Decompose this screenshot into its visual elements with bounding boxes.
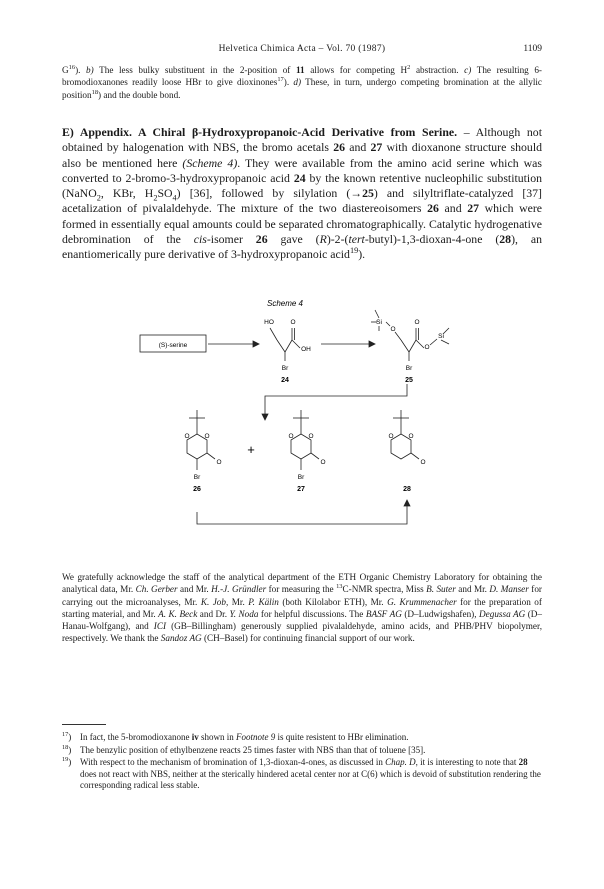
footnote-18	[62, 745, 542, 757]
atom-label: Br	[281, 365, 289, 372]
text-run: for the preparation of starting material, and Mr.	[62, 596, 542, 619]
text-run: Footnote 9	[236, 732, 276, 742]
structure-27	[291, 410, 319, 470]
text-run: (D–Ludwigshafen),	[401, 608, 480, 619]
compound-ref: 25	[362, 186, 374, 201]
text-run: and	[345, 140, 371, 155]
person-name: Ch. Gerber	[135, 584, 178, 595]
person-name: Y. Noda	[229, 608, 259, 619]
superscript: 16	[68, 63, 76, 71]
compound-ref: 26	[427, 201, 439, 216]
atom-label: Si	[376, 319, 382, 326]
person-name: B. Suter	[426, 584, 456, 595]
text-run: ) [36], followed by silylation (→	[176, 186, 363, 201]
text-run: G	[62, 65, 69, 75]
text-run: by the known retentive nucleophilic substitution (NaNO	[62, 170, 542, 201]
text-run: and	[438, 201, 468, 216]
structure-24	[270, 328, 300, 361]
superscript: 18	[91, 88, 99, 96]
person-name: A. K. Beck	[158, 608, 198, 619]
text-run: and Mr.	[455, 584, 490, 595]
atom-label: O	[290, 319, 296, 326]
text-run: gave (	[267, 232, 320, 247]
compound-label-24: 24	[281, 377, 289, 384]
scheme-4-diagram	[125, 298, 455, 538]
text-run: and Mr.	[177, 584, 212, 595]
running-header	[62, 44, 542, 58]
superscript: 2	[407, 63, 411, 71]
compound-ref: 28	[518, 757, 528, 768]
footnote-mark: $^{18}$)	[62, 743, 72, 755]
footnotes	[62, 732, 542, 793]
page-number: 1109	[523, 44, 542, 54]
person-name: D. Manser	[489, 584, 529, 595]
text-run: b)	[86, 65, 94, 75]
atom-label: O	[408, 433, 414, 440]
compound-label-28: 28	[403, 486, 411, 493]
text-run: d)	[293, 77, 302, 88]
text-run: ), an enantiomerically pure derivative of 3-hydroxypropanoic acid	[62, 232, 542, 262]
text-run: for measuring the	[266, 584, 337, 595]
text-run: , KBr, H	[100, 186, 154, 201]
structure-28	[391, 410, 419, 459]
company-name: ICI	[153, 621, 167, 632]
footnote-17	[62, 732, 542, 744]
arrowhead	[369, 341, 375, 347]
text-run: )-2-(	[326, 232, 349, 247]
text-run: and Dr.	[197, 608, 230, 619]
journal-title: Helvetica Chimica Acta – Vol. 70 (1987)	[218, 44, 386, 54]
text-run: With respect to the mechanism of bromination of 1,3-dioxan-4-ones, as discussed in	[80, 757, 386, 768]
compound-ref: 26	[255, 232, 268, 247]
footnote-number: 17	[62, 731, 69, 738]
text-run: , Mr.	[225, 596, 249, 607]
arrowhead	[262, 414, 268, 420]
footnote-number: 19	[62, 756, 69, 764]
compound-ref: 26	[333, 140, 346, 155]
text-run: c)	[464, 65, 472, 75]
footnote-mark: $^{19}$)	[62, 756, 72, 768]
atom-label: O	[216, 459, 222, 466]
text-run: cis	[193, 232, 207, 247]
scheme-title: Scheme 4	[266, 299, 304, 308]
text-run: ).	[75, 65, 87, 75]
text-run: ).	[358, 247, 366, 262]
text-run: ).	[283, 77, 294, 88]
atom-label: O	[414, 319, 420, 326]
arrow-25-to-products	[265, 384, 407, 414]
text-run: (CH–Basel) for continuing financial support of our work.	[201, 633, 415, 644]
subscript: 2	[96, 193, 101, 203]
text-run: C-NMR spectra, Miss	[342, 584, 427, 595]
section-heading: E) Appendix. A Chiral β-Hydroxypropanoic-Acid Derivative from Serine.	[62, 125, 458, 139]
text-run: is quite resistent to HBr elimination.	[275, 732, 409, 742]
atom-label: O	[320, 459, 326, 466]
text-run: We gratefully acknowledge the staff of the analytical department of the ETH Organic Chemistry Laboratory for obtaining the analytical data, Mr.	[62, 572, 542, 595]
text-run: The benzylic position of ethylbenzene reacts 25 times faster with NBS than that of toluene [35].	[80, 744, 426, 755]
text-run: (both Kilolabor ETH), Mr.	[278, 596, 388, 607]
atom-label: O	[388, 433, 394, 440]
arrow-26-to-28	[197, 506, 407, 524]
text-run: ) and silyltriflate-catalyzed [37] acetalization of pivalaldehyde. The mixture of the two diastereoisomers	[62, 186, 542, 216]
atom-label: O	[288, 433, 294, 440]
text-run: allows for competing H	[304, 65, 408, 75]
compound-ref: 24	[293, 170, 306, 185]
text-run: SO	[157, 186, 173, 201]
text-run: for helpful discussions. The	[258, 608, 366, 619]
superscript: 13	[336, 583, 343, 591]
text-run: – Although not obtained by halogenation with NBS, the bromo acetals	[62, 125, 542, 155]
footnote-rule	[62, 724, 106, 725]
atom-label: O	[420, 459, 426, 466]
atom-label: O	[424, 344, 430, 351]
person-name: K. Job	[200, 596, 226, 607]
text-run: The less bulky substituent in the 2-position of	[93, 65, 296, 75]
superscript: 19	[349, 246, 359, 256]
text-run: which were formed in essentially equal amounts could be separated chromatographically. Catalytic hydrogenative debromination of the	[62, 201, 543, 247]
serine-label: (S)-serine	[158, 342, 188, 349]
plus-sign: +	[247, 442, 255, 457]
footnote-number: 18	[62, 743, 69, 751]
appendix-paragraph	[62, 125, 542, 263]
text-run: -butyl)-1,3-dioxan-4-one (	[364, 232, 500, 247]
text-run: Chap. D	[385, 757, 416, 768]
footnote-mark: $^{17}$)	[62, 731, 72, 742]
atom-label: O	[204, 433, 210, 440]
atom-label: Si	[438, 333, 444, 340]
subscript: 2	[153, 193, 158, 203]
text-run: , it is interesting to note that	[415, 757, 519, 768]
superscript: 17	[277, 76, 284, 84]
footnote-19	[62, 757, 542, 792]
text-run: with dioxanone structure should also be mentioned here	[62, 140, 542, 170]
compound-ref: 28	[499, 232, 512, 247]
text-run: -isomer	[206, 232, 256, 247]
footnote-continuation	[62, 64, 542, 101]
text-run: does not react with NBS, neither at the sterically hindered acetal center nor at C(6) which is devoid of substitution rendering the corresponding radical less stable.	[80, 768, 541, 791]
text-run: In fact, the 5-bromodioxanone	[80, 732, 192, 742]
text-run: R	[319, 232, 327, 247]
compound-label-25: 25	[405, 377, 413, 384]
company-name: BASF AG	[365, 608, 402, 619]
scheme-reference: (Scheme 4)	[182, 155, 238, 170]
text-run: . They were available from the amino acid serine which was converted to 2-bromo-3-hydroxypropanoic acid	[62, 155, 542, 185]
compound-ref: 27	[370, 140, 383, 155]
atom-label: OH	[301, 346, 311, 353]
company-name: Degussa AG	[479, 608, 526, 619]
text-run: (D–Hanau-Wolfgang), and	[62, 608, 542, 632]
text-run: tert	[348, 232, 365, 247]
arrowhead	[253, 341, 259, 347]
compound-label-27: 27	[297, 486, 305, 493]
company-name: Sandoz AG	[160, 633, 202, 644]
compound-ref: 11	[295, 65, 305, 75]
atom-label: HO	[264, 319, 274, 326]
compound-ref: 27	[467, 201, 480, 216]
atom-label: O	[390, 326, 396, 333]
atom-label: Br	[405, 365, 413, 372]
text-run: The resulting 6-bromodioxanones readily loose HBr to give dioxinones	[62, 65, 542, 88]
person-name: H.-J. Gründler	[211, 584, 267, 595]
text-run: for carrying out the microanalyses, Mr.	[62, 584, 542, 607]
text-run: These, in turn, undergo competing bromination at the allylic position	[62, 77, 543, 100]
compound-ref: iv	[191, 732, 199, 742]
person-name: G. Krummenacher	[387, 596, 457, 607]
acknowledgement-paragraph	[62, 571, 542, 645]
atom-label: O	[308, 433, 314, 440]
atom-label: Br	[297, 474, 305, 481]
text-run: abstraction.	[410, 65, 465, 75]
atom-label: O	[184, 433, 190, 440]
atom-label: Br	[193, 474, 201, 481]
arrowhead	[404, 500, 410, 506]
compound-label-26: 26	[193, 486, 201, 493]
subscript: 4	[172, 193, 177, 203]
person-name: P. Kälin	[248, 596, 279, 607]
text-run: shown in	[198, 732, 236, 742]
text-run: (GB–Billingham) generously supplied pivalaldehyde, amino acids, and PHB/PHV biopolymer, respectively. We thank the	[62, 621, 542, 644]
text-run: ) and the double bond.	[98, 89, 181, 100]
structure-26	[187, 410, 215, 470]
